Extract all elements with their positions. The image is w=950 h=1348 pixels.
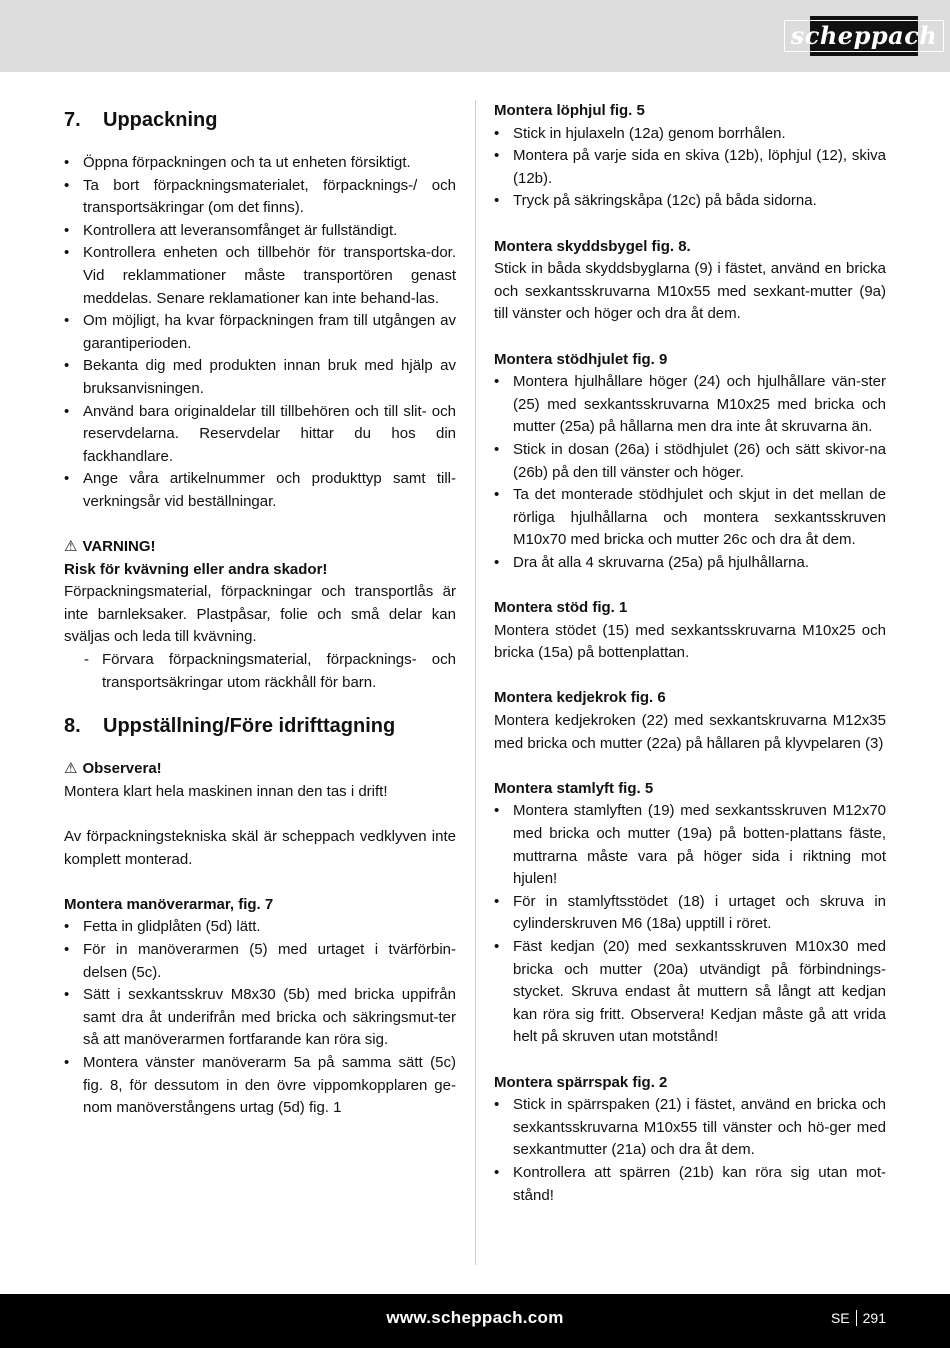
warning-triangle-icon: ⚠ (64, 538, 78, 556)
list-item: • Sätt i sexkantsskruv M8x30 (5b) med bricka uppifrån samt dra åt underifrån med bricka och säkringsmut-ter så att manöverarmen fortfarande kan röra sig. (64, 984, 456, 1052)
list-item: • Ta det monterade stödhjulet och skjut in det mellan de rörliga hjulhållarna och montera sexkantsskruven M10x70 med bricka och mutter 26c och dra åt dem. (494, 484, 886, 552)
section-7-heading (64, 100, 456, 140)
footer-website-link[interactable]: www.scheppach.com (386, 1308, 564, 1327)
list-item: • Ange våra artikelnummer och produkttyp samt till-verkningsår vid beställningar. (64, 468, 456, 513)
footer-bar (0, 1294, 950, 1348)
lift-list (494, 800, 886, 1049)
hook-text: Montera kedjekroken (22) med sexkantskruvarna M12x35 med bricka och mutter (22a) på hållaren på klyvpelaren (3) (494, 712, 886, 752)
brand-logo (790, 16, 938, 56)
lift-heading: Montera stamlyft fig. 5 (494, 779, 654, 797)
footer-page-info (831, 1310, 886, 1326)
list-item: • Kontrollera enheten och tillbehör för transportska-dor. Vid reklammationer måste transportören genast meddelas. Senare reklamationer kan inte behand-las. (64, 242, 456, 310)
section-8-title: Uppställning/Före idrifttagning (103, 715, 396, 738)
list-item: • Öppna förpackningen och ta ut enheten försiktigt. (64, 152, 456, 175)
wheels-heading: Montera löphjul fig. 5 (494, 102, 645, 119)
list-item: • Dra åt alla 4 skruvarna (25a) på hjulhållarna. (494, 552, 886, 575)
guard-text: Stick in båda skyddsbyglarna (9) i fästet, använd en bricka och sexkantsskruvarna M10x55 med sexkant-mutter (9a) till vänster och höger och dra åt dem. (494, 260, 886, 323)
packaging-note: Av förpackningstekniska skäl är scheppach vedklyven inte komplett monterad. (64, 828, 456, 868)
arms-list (64, 916, 456, 1119)
support-wheel-list (494, 371, 886, 574)
right-column (494, 100, 886, 1207)
support-wheel-heading: Montera stödhjulet fig. 9 (494, 350, 668, 368)
observe-title: Observera! (82, 760, 162, 778)
list-item: • Montera på varje sida en skiva (12b), löphjul (12), skiva (12b). (494, 145, 886, 190)
brand-logo-text: scheppach (784, 20, 945, 52)
guard-heading: Montera skyddsbygel fig. 8. (494, 237, 691, 255)
footer-page-number: 291 (862, 1310, 886, 1326)
list-item: • Fetta in glidplåten (5d) lätt. (64, 916, 456, 939)
header-bar (0, 0, 950, 72)
footer-language: SE (830, 1310, 850, 1326)
warning-subtitle: Risk för kvävning eller andra skador! (64, 560, 328, 578)
stand-heading: Montera stöd fig. 1 (494, 599, 628, 617)
list-item: • Kontrollera att leveransomfånget är fullständigt. (64, 220, 456, 243)
list-item: • Montera vänster manöverarm 5a på samma sätt (5c) fig. 8, för dessutom in den övre vippomkopplaren ge-nom manöverstångens urtag (5d) fig. 1 (64, 1052, 456, 1120)
list-item: - Förvara förpackningsmaterial, förpacknings- och transportsäkringar utom räckhåll för barn. (64, 649, 456, 694)
column-divider (475, 100, 476, 1265)
list-item: • Montera stamlyften (19) med sexkantsskruven M12x70 med bricka och mutter (19a) på botten-plattans fäste, muttrarna måste vara på höger sida i riktning mot hjulen! (494, 800, 886, 890)
list-item: • Använd bara originaldelar till tillbehören och till slit- och reservdelarna. Reservdelar hittar du hos din fackhandlare. (64, 401, 456, 469)
arms-heading: Montera manöverarmar, fig. 7 (64, 895, 274, 913)
list-item: • Montera hjulhållare höger (24) och hjulhållare vän-ster (25) med sexkantsskruvarna M10x25 med bricka och mutter (25a) på hållarna men dra inte åt skruvarna än. (494, 371, 886, 439)
warning-title-line (64, 536, 456, 559)
section-7-title: Uppackning (103, 109, 218, 131)
list-item: • Stick in spärrspaken (21) i fästet, använd en bricka och sexkantsskruvarna M10x55 till vänster och hö-ger med sexkantmutter (21a) och dra åt dem. (494, 1094, 886, 1162)
list-item: • Fäst kedjan (20) med sexkantsskruven M10x30 med bricka och mutter (20a) utvändigt på förbindnings-stycket. Skruva endast åt muttern så långt att kedjan kan röra sig fritt. Observera! Kedjan måste gå att vrida helt på skruven utan motstånd! (494, 936, 886, 1049)
lock-heading: Montera spärrspak fig. 2 (494, 1073, 668, 1091)
warning-triangle-icon: ⚠ (64, 760, 78, 778)
section-7-number: 7. (64, 109, 81, 131)
warning-title: VARNING! (82, 538, 156, 556)
footer-separator (856, 1310, 857, 1326)
list-item: • Stick in dosan (26a) i stödhjulet (26) och sätt skivor-na (26b) på den till vänster och höger. (494, 439, 886, 484)
list-item: • Kontrollera att spärren (21b) kan röra sig utan mot-stånd! (494, 1162, 886, 1207)
unpacking-list (64, 152, 456, 514)
hook-heading: Montera kedjekrok fig. 6 (494, 689, 666, 707)
list-item: • Om möjligt, ha kvar förpackningen fram till utgången av garantiperioden. (64, 310, 456, 355)
section-8-number: 8. (64, 715, 81, 738)
warning-dash-list (64, 649, 456, 694)
list-item: • För in manöverarmen (5) med urtaget i tvärförbin-delsen (5c). (64, 939, 456, 984)
list-item: • Stick in hjulaxeln (12a) genom borrhålen. (494, 123, 886, 146)
left-column (64, 100, 456, 1120)
lock-list (494, 1094, 886, 1207)
list-item: • Tryck på säkringskåpa (12c) på båda sidorna. (494, 190, 886, 213)
wheels-list (494, 123, 886, 213)
list-item: • Bekanta dig med produkten innan bruk med hjälp av bruksanvisningen. (64, 355, 456, 400)
list-item: • Ta bort förpackningsmaterialet, förpacknings-/ och transportsäkringar (om det finns). (64, 175, 456, 220)
observe-title-line (64, 758, 456, 781)
stand-text: Montera stödet (15) med sexkantsskruvarna M10x25 och bricka (15a) på bottenplattan. (494, 621, 886, 662)
warning-text: Förpackningsmaterial, förpackningar och transportlås är inte barnleksaker. Plastpåsar, folie och små delar kan sväljas och leda till kvävning. (64, 583, 456, 646)
list-item: • För in stamlyftsstödet (18) i urtaget och skruva in cylinderskruven M6 (18a) upptill i röret. (494, 891, 886, 936)
observe-text: Montera klart hela maskinen innan den tas i drift! (64, 782, 388, 800)
section-8-heading (64, 706, 456, 746)
